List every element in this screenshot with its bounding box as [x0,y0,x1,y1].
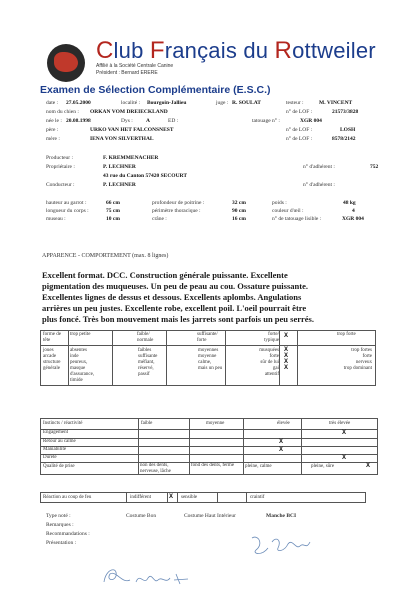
judge-label: juge : [216,100,229,106]
eye-label: couleur d'œil : [272,208,304,214]
behaviour-mark: X [342,430,347,436]
sire-label: père : [46,127,59,133]
quality-option: pleine, sûre [311,464,335,469]
behaviour-header: faible [141,421,153,426]
appearance-heading: APPARENCE - COMPORTEMENT (max. 8 lignes) [42,253,169,259]
evaluation-grid [40,330,376,386]
date-label: date : [46,100,59,106]
grid-mark: X [284,333,289,339]
dys-value: A [146,118,150,124]
gunshot-reaction [40,492,366,503]
behaviour-row-label: Engagement [43,430,68,435]
tattoo-legible-label: n° de tatouage lisible : [272,216,322,222]
behaviour-mark: X [279,447,284,453]
type-option: Manche BCI [266,513,297,519]
behaviour-header: Instincts / réactivité [43,421,83,426]
locality-label: localité : [121,100,141,106]
weight-value: 48 kg [343,200,356,206]
dog-name-label: nom du chien : [46,109,79,115]
skull-label: crâne : [152,216,167,222]
exam-title: Examen de Sélection Complémentaire (E.S.C.) [40,84,271,96]
gunshot-label: Réaction au coup de feu [43,495,92,500]
quality-mark: X [366,463,371,469]
behaviour-mark: X [342,455,347,461]
grid-cell: trop fortes forte nerveux trop dominant [343,348,372,371]
recommendations-label: Recommandations : [46,531,90,537]
grid-header: forte/ typique [264,332,279,343]
type-option: Costume Bon [126,513,157,519]
dob-label: née le : [46,118,62,124]
eye-value: 4 [352,208,355,214]
behaviour-row-label: Dureté [43,455,57,460]
sire-lof-value: LOSH [340,127,356,133]
rottweiler-head-icon [54,52,78,72]
club-name: Club Français du Rottweiler [96,37,376,64]
dam-lof-label: n° de LOF : [286,136,313,142]
breeder-label: Producteur : [46,155,74,161]
presentation-label: Présentation : [46,540,77,546]
body-length-value: 75 cm [106,208,120,214]
lof-value: 21573/3828 [332,109,359,115]
appearance-line: pigmentation des muqueuses. Un peu de peau au cou. Ossature puissante. [42,281,308,291]
muzzle-value: 10 cm [106,216,120,222]
tattoo-legible-value: XGR 004 [342,216,364,222]
type-option: Costume Haut Intérieur [184,513,236,519]
grid-cell: faibles suffisante méfiant, réservé, passif [138,348,158,377]
body-length-label: longueur du corps : [46,208,89,214]
sire-value: URKO VAN HET FALCONSNEST [90,127,174,133]
muzzle-label: museau : [46,216,66,222]
quality-label: Qualité de prise [43,464,75,469]
ed-label: ED : [168,118,179,124]
tattoo-label: tatouage n° : [252,118,280,124]
appearance-line: arrières un peu justes. Excellente robe, excellent poil. L'oeil pourrait être [42,303,307,313]
appearance-line: Excellentes lignes de dessus et dessous. Excellents aplombs. Angulations [42,292,302,302]
chest-girth-value: 90 cm [232,208,246,214]
quality-option: pleine, calme [245,464,272,469]
behaviour-header: élevée [277,421,290,426]
grid-cell: moyennes moyenne calme, mais un peu [198,348,223,371]
gunshot-option: craintif [250,495,265,500]
member-value: 752 [370,164,379,170]
date-value: 27.05.2000 [66,100,91,106]
tester-label: testeur : [286,100,304,106]
gunshot-option: sensible [181,495,198,500]
dys-label: Dys : [121,118,133,124]
skull-value: 16 cm [232,216,246,222]
behaviour-table [40,418,378,475]
dam-label: mère : [46,136,60,142]
handler-label: Conducteur : [46,182,75,188]
lof-label: n° de LOF : [286,109,313,115]
weight-label: poids : [272,200,287,206]
height-value: 66 cm [106,200,120,206]
grid-cell: musquées forte sûr de lui gai attentif [259,348,279,377]
chest-depth-value: 32 cm [232,200,246,206]
type-label: Type noté : [46,513,71,519]
height-label: hauteur au garrot : [46,200,87,206]
breeder-value: F. KREMMENACHER [103,155,159,161]
grid-header: suffisante/ forte [197,332,218,343]
grid-mark: X X X X [284,347,289,371]
behaviour-mark: X [279,439,284,445]
dog-name-value: ORKAN VOM DREIECKLAND [90,109,168,115]
grid-header: trop forte [337,332,356,337]
grid-header: trop petite [70,332,91,337]
tester-value: M. VINCENT [319,100,353,106]
handler-value: P. LECHNER [103,182,136,188]
judge-value: R. SOULAT [232,100,261,106]
sire-lof-label: n° de LOF : [286,127,313,133]
member-label: n° d'adhérent : [303,164,335,170]
tattoo-value: XGR 004 [300,118,322,124]
owner-label: Propriétaire : [46,164,75,170]
remarks-label: Remarques : [46,522,74,528]
owner-address: 43 rue du Canton 57420 SECOURT [103,173,188,179]
dob-value: 20.08.1998 [66,118,91,124]
tester-signature [246,530,316,560]
behaviour-header: très élevée [329,421,351,426]
appearance-line: Excellent format. DCC. Construction générale puissante. Excellente [42,270,288,280]
judge-signature [96,560,206,590]
appearance-line: plus foncé. Très bon mouvement mais les jarrets sont parfois un peu serrés. [42,314,314,324]
owner-value: P. LECHNER [103,164,136,170]
club-logo [47,44,85,82]
grid-cell: joues arcade structure générale [43,348,61,371]
grid-cell: absentes inde peureux, masque d'assurance, timide [70,348,95,383]
grid-header: faible/ normale [137,332,154,343]
gunshot-mark: X [169,494,174,500]
affiliation: Affilié à la Société Centrale Canine [96,63,174,69]
grid-header: forme de tête [43,332,61,343]
behaviour-row-label: Retour au calme [43,439,76,444]
quality-option: non des dents, nerveuse, lâche [140,463,171,474]
quality-option: fond des dents, ferme [191,463,235,468]
dam-lof-value: 8578/2142 [332,136,356,142]
handler-member-label: n° d'adhérent : [303,182,335,188]
dam-value: IENA VON SILVERTHAL [90,136,154,142]
president: Président : Bernard ERERE [96,70,158,76]
behaviour-row-label: Maniabilité [43,447,67,452]
chest-depth-label: profondeur de poitrine : [152,200,205,206]
gunshot-option: indifférent [130,495,152,500]
behaviour-header: moyenne [206,421,225,426]
appearance-text [42,270,392,325]
chest-girth-label: périmètre thoracique : [152,208,201,214]
locality-value: Bourgoin-Jallieu [147,100,187,106]
